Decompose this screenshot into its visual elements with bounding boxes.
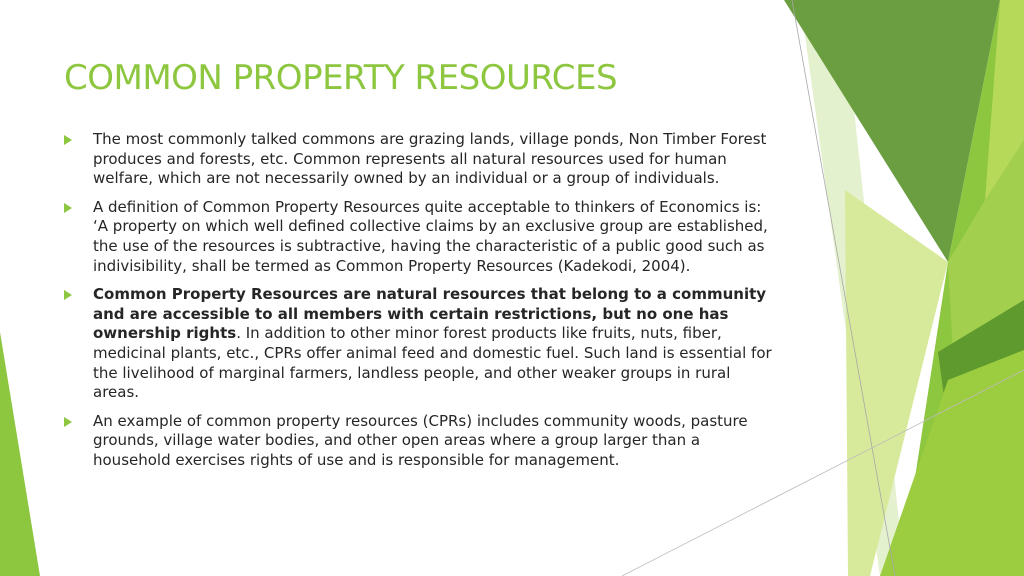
bullet-bold-text: Common Property Resources are natural resources that belong to a community and are accessible to all members with certain restrictions, but no one has ownership rights	[93, 285, 767, 343]
bullet-item-4	[64, 412, 780, 471]
slide-title: COMMON PROPERTY RESOURCES	[64, 58, 618, 98]
bullet-text: A definition of Common Property Resources quite acceptable to thinkers of Economics is: ‘A property on which well defined collective claims by an exclusive group are established, the use of the resources is subtractive, having the characteristic of a public good such as indivisibility, shall be termed as Common Property Resources (Kadekodi, 2004).	[93, 197, 768, 275]
bullet-text: . In addition to other minor forest products like fruits, nuts, fiber, medicinal plants, etc., CPRs offer animal feed and domestic fuel. Such land is essential for the livelihood of marginal farmers, landless people, and other weaker groups in rural areas.	[93, 324, 772, 402]
bullet-text: The most commonly talked commons are grazing lands, village ponds, Non Timber Forest produces and forests, etc. Common represents all natural resources used for human welfare, which are not necessarily owned by an individual or a group of individuals.	[93, 130, 767, 188]
bullet-text: An example of common property resources (CPRs) includes community woods, pasture grounds, village water bodies, and other open areas where a group larger than a household exercises rights of use and is responsible for management.	[93, 411, 748, 469]
facet-left-bottom	[0, 332, 40, 576]
triangle-right-icon	[64, 135, 72, 145]
bullet-item-1	[64, 130, 780, 189]
bullet-list	[64, 130, 780, 480]
bullet-item-2	[64, 198, 780, 276]
triangle-right-icon	[64, 203, 72, 213]
triangle-right-icon	[64, 417, 72, 427]
bullet-item-3	[64, 285, 780, 403]
triangle-right-icon	[64, 290, 72, 300]
